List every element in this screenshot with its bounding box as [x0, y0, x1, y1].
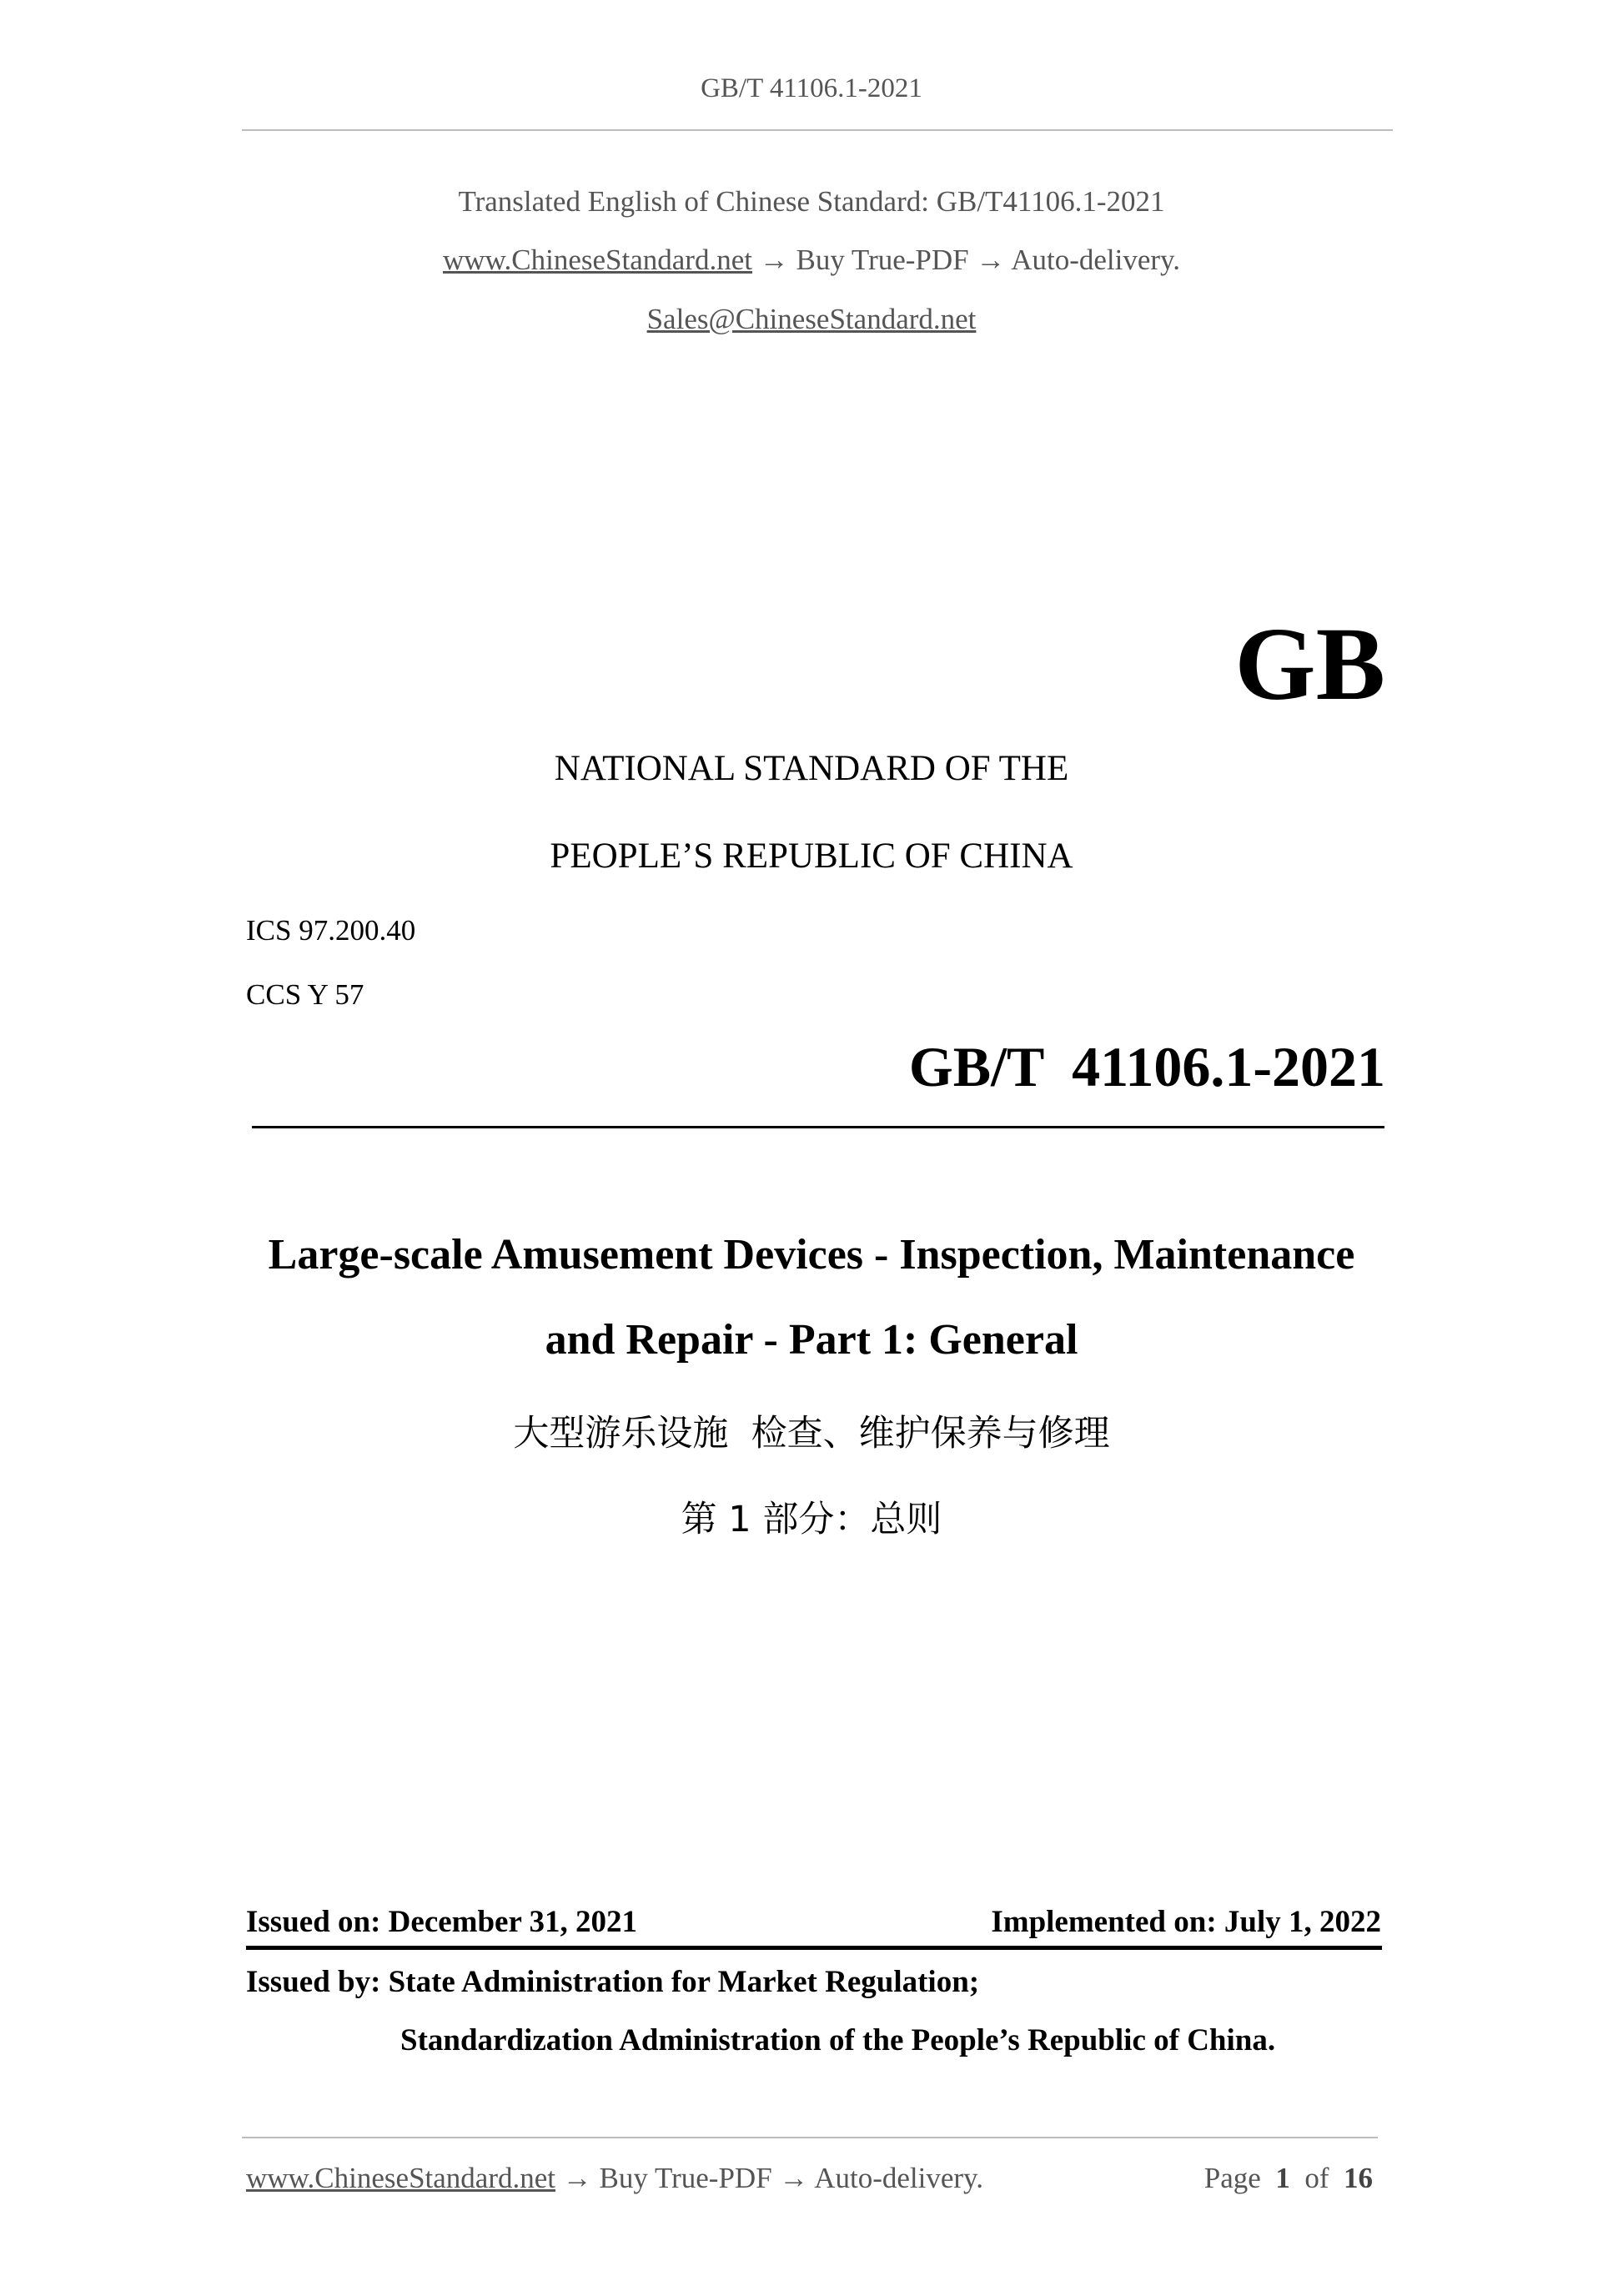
- gb-logo: GB: [1234, 607, 1385, 722]
- purchase-text: → Buy True-PDF → Auto-delivery.: [751, 244, 1181, 276]
- ccs-code: CCS Y 57: [246, 978, 364, 1011]
- page-current: 1: [1275, 2162, 1290, 2194]
- implemented-on-date: Implemented on: July 1, 2022: [991, 1905, 1381, 1939]
- page-label: Page: [1203, 2162, 1261, 2194]
- purchase-line: [0, 244, 1623, 277]
- website-link[interactable]: www.ChineseStandard.net: [442, 244, 752, 276]
- running-header-title: GB/T 41106.1-2021: [701, 73, 922, 103]
- english-title-line-2: and Repair - Part 1: General: [545, 1316, 1078, 1364]
- header-divider: [242, 129, 1393, 131]
- standard-number-divider: [252, 1126, 1384, 1128]
- issued-on-date: Issued on: December 31, 2021: [246, 1905, 637, 1939]
- ics-code: ICS 97.200.40: [246, 914, 416, 947]
- english-title-line-1: Large-scale Amusement Devices - Inspection, Maintenance: [268, 1231, 1355, 1279]
- dates-divider: [246, 1946, 1382, 1950]
- issued-by-line-1: Issued by: State Administration for Market Regulation;: [246, 1965, 980, 1999]
- page-of: of: [1304, 2162, 1329, 2194]
- chinese-title-line-1: 大型游乐设施 检查、维护保养与修理: [513, 1413, 1110, 1454]
- national-standard-line-1: NATIONAL STANDARD OF THE: [554, 749, 1069, 788]
- footer-divider: [242, 2137, 1378, 2138]
- page-number: [1204, 2162, 1373, 2195]
- standard-number: GB/T 41106.1-2021: [908, 1035, 1385, 1098]
- translation-note: Translated English of Chinese Standard: GB/T41106.1-2021: [458, 185, 1165, 218]
- footer-purchase-text: → Buy True-PDF → Auto-delivery.: [555, 2162, 984, 2194]
- chinese-title-line-2: 第 1 部分：总则: [681, 1499, 942, 1540]
- issued-by-line-2: Standardization Administration of the People’s Republic of China.: [400, 2023, 1276, 2057]
- national-standard-line-2: PEOPLE’S REPUBLIC OF CHINA: [550, 837, 1073, 876]
- page-total: 16: [1344, 2162, 1373, 2194]
- footer-website-link[interactable]: www.ChineseStandard.net: [246, 2162, 555, 2194]
- email-line: [0, 303, 1623, 336]
- footer-purchase-line: [246, 2162, 983, 2195]
- sales-email-link[interactable]: Sales@ChineseStandard.net: [646, 303, 977, 335]
